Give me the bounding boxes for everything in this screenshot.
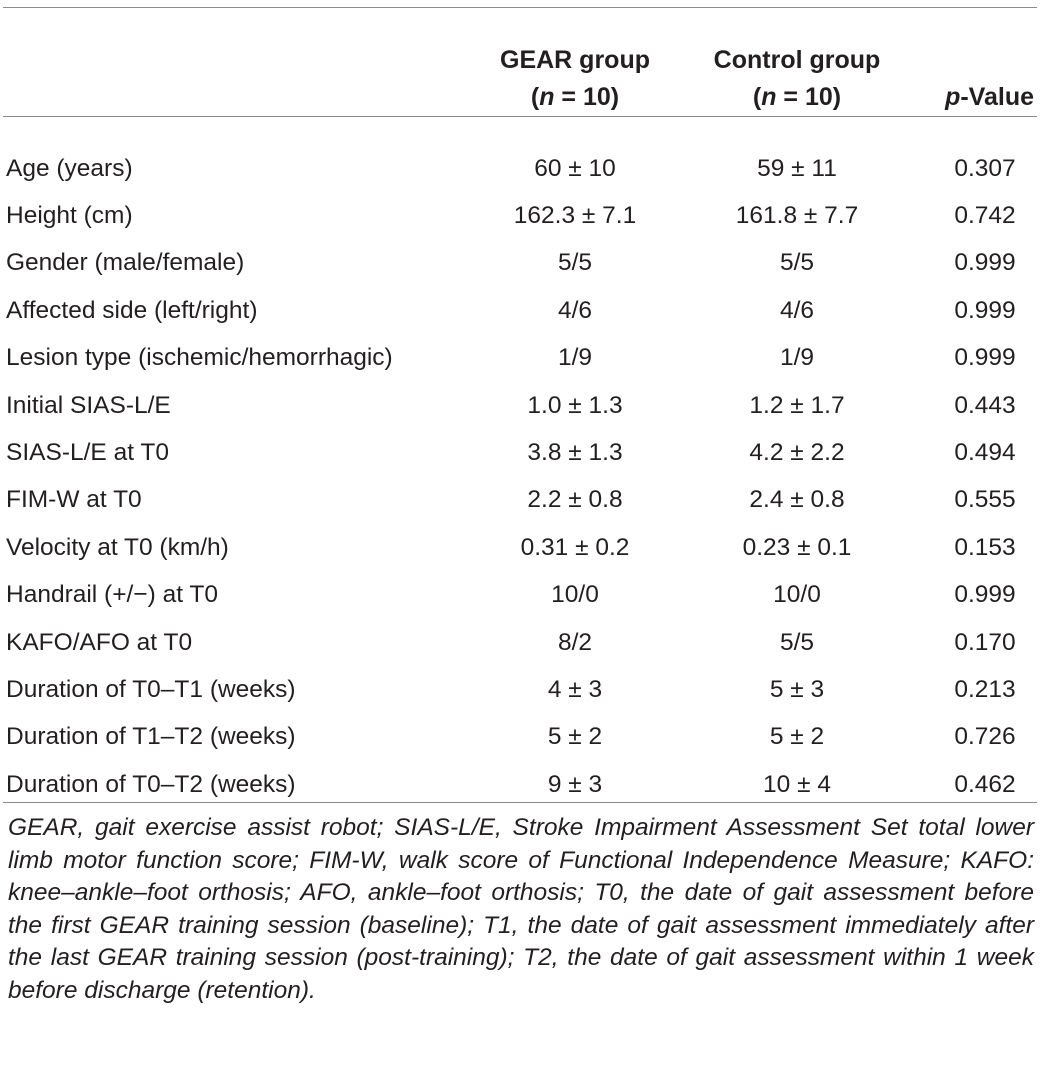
control-group-value: 0.23 ± 0.1 bbox=[742, 533, 852, 561]
row-label: Duration of T0–T2 (weeks) bbox=[6, 770, 296, 798]
header-row bbox=[0, 8, 1040, 133]
p-value: 0.462 bbox=[954, 770, 1016, 798]
p-value: 0.170 bbox=[954, 628, 1016, 656]
p-value: 0.999 bbox=[954, 296, 1016, 324]
p-value: 0.999 bbox=[954, 581, 1016, 609]
gear-group-value: 10/0 bbox=[551, 581, 599, 609]
table-body bbox=[0, 133, 1040, 808]
gear-group-value: 9 ± 3 bbox=[547, 770, 603, 798]
header-control-n-value: = 10) bbox=[776, 83, 842, 111]
p-value: 0.742 bbox=[954, 202, 1016, 230]
table-row bbox=[0, 287, 1040, 334]
baseline-characteristics-table bbox=[0, 8, 1040, 808]
table-row bbox=[0, 714, 1040, 761]
p-value: 0.213 bbox=[954, 675, 1016, 703]
table-row bbox=[0, 335, 1040, 382]
control-group-value: 5/5 bbox=[779, 249, 815, 277]
p-value: 0.153 bbox=[954, 533, 1016, 561]
row-label: Duration of T1–T2 (weeks) bbox=[6, 723, 296, 751]
p-value: 0.999 bbox=[954, 344, 1016, 372]
table-row bbox=[0, 382, 1040, 429]
row-label: Lesion type (ischemic/hemorrhagic) bbox=[6, 344, 393, 372]
gear-group-value: 5 ± 2 bbox=[547, 723, 603, 751]
row-label: SIAS-L/E at T0 bbox=[6, 439, 169, 467]
gear-group-value: 60 ± 10 bbox=[534, 154, 616, 182]
control-group-value: 1/9 bbox=[779, 344, 815, 372]
header-gear-n-value: = 10) bbox=[554, 83, 620, 111]
row-label: Gender (male/female) bbox=[6, 249, 245, 277]
header-p-rest: -Value bbox=[960, 83, 1034, 111]
gear-group-value: 1.0 ± 1.3 bbox=[527, 391, 623, 419]
header-control-n: (n = 10) bbox=[752, 83, 842, 111]
gear-group-value: 4/6 bbox=[557, 296, 593, 324]
p-value: 0.494 bbox=[954, 439, 1016, 467]
gear-group-value: 5/5 bbox=[557, 249, 593, 277]
header-gear-n-symbol: n bbox=[539, 83, 555, 111]
p-value: 0.555 bbox=[954, 486, 1016, 514]
header-gear-n: (n = 10) bbox=[530, 83, 620, 111]
p-value: 0.443 bbox=[954, 391, 1016, 419]
header-control-n-symbol: n bbox=[761, 83, 777, 111]
p-value: 0.726 bbox=[954, 723, 1016, 751]
row-label: Duration of T0–T1 (weeks) bbox=[6, 675, 296, 703]
p-value: 0.307 bbox=[954, 154, 1016, 182]
table-header bbox=[0, 8, 1040, 133]
row-label: KAFO/AFO at T0 bbox=[6, 628, 193, 656]
row-label: FIM-W at T0 bbox=[6, 486, 142, 514]
gear-group-value: 4 ± 3 bbox=[547, 675, 603, 703]
control-group-value: 10/0 bbox=[773, 581, 821, 609]
header-gear-group bbox=[464, 8, 686, 133]
control-group-value: 2.4 ± 0.8 bbox=[749, 486, 845, 514]
header-label-column bbox=[0, 8, 464, 133]
row-label: Affected side (left/right) bbox=[6, 296, 258, 324]
row-label: Height (cm) bbox=[6, 202, 133, 230]
gear-group-value: 3.8 ± 1.3 bbox=[527, 439, 623, 467]
header-p-value bbox=[908, 8, 1040, 133]
control-group-value: 4/6 bbox=[779, 296, 815, 324]
row-label: Age (years) bbox=[6, 154, 133, 182]
gear-group-value: 1/9 bbox=[557, 344, 593, 372]
control-group-value: 161.8 ± 7.7 bbox=[735, 202, 859, 230]
table-row bbox=[0, 761, 1040, 808]
table-row bbox=[0, 572, 1040, 619]
table-row bbox=[0, 192, 1040, 239]
header-p-symbol: p bbox=[945, 83, 961, 111]
control-group-value: 1.2 ± 1.7 bbox=[749, 391, 845, 419]
control-group-value: 5/5 bbox=[779, 628, 815, 656]
row-label: Initial SIAS-L/E bbox=[6, 391, 171, 419]
header-control-title: Control group bbox=[713, 46, 881, 74]
table-row bbox=[0, 133, 1040, 192]
gear-group-value: 8/2 bbox=[557, 628, 593, 656]
table-row bbox=[0, 619, 1040, 666]
table-footnote: GEAR, gait exercise assist robot; SIAS-L/E, Stroke Impairment Assessment Set total lower limb motor function score; FIM-W, walk score of Functional Independence Measure; KAFO: knee–ankle–foot orthosis; AFO, ankle–foot orthosis; T0, the date of gait assessment before the first GEAR training session (baseline); T1, the date of gait assessment immediately after the last GEAR training session (post-training); T2, the date of gait assessment within 1 week before discharge (retention). bbox=[8, 814, 1034, 1004]
table-row bbox=[0, 666, 1040, 713]
control-group-value: 4.2 ± 2.2 bbox=[749, 439, 845, 467]
table-row bbox=[0, 429, 1040, 476]
table-row bbox=[0, 240, 1040, 287]
row-label: Handrail (+/−) at T0 bbox=[6, 581, 218, 609]
p-value: 0.999 bbox=[954, 249, 1016, 277]
gear-group-value: 2.2 ± 0.8 bbox=[527, 486, 623, 514]
control-group-value: 59 ± 11 bbox=[757, 154, 837, 182]
row-label: Velocity at T0 (km/h) bbox=[6, 533, 229, 561]
gear-group-value: 162.3 ± 7.1 bbox=[513, 202, 637, 230]
control-group-value: 5 ± 3 bbox=[769, 675, 825, 703]
table-row bbox=[0, 477, 1040, 524]
control-group-value: 10 ± 4 bbox=[763, 770, 831, 798]
gear-group-value: 0.31 ± 0.2 bbox=[520, 533, 630, 561]
header-gear-title: GEAR group bbox=[500, 46, 650, 74]
control-group-value: 5 ± 2 bbox=[769, 723, 825, 751]
header-control-group bbox=[686, 8, 908, 133]
table-row bbox=[0, 524, 1040, 571]
